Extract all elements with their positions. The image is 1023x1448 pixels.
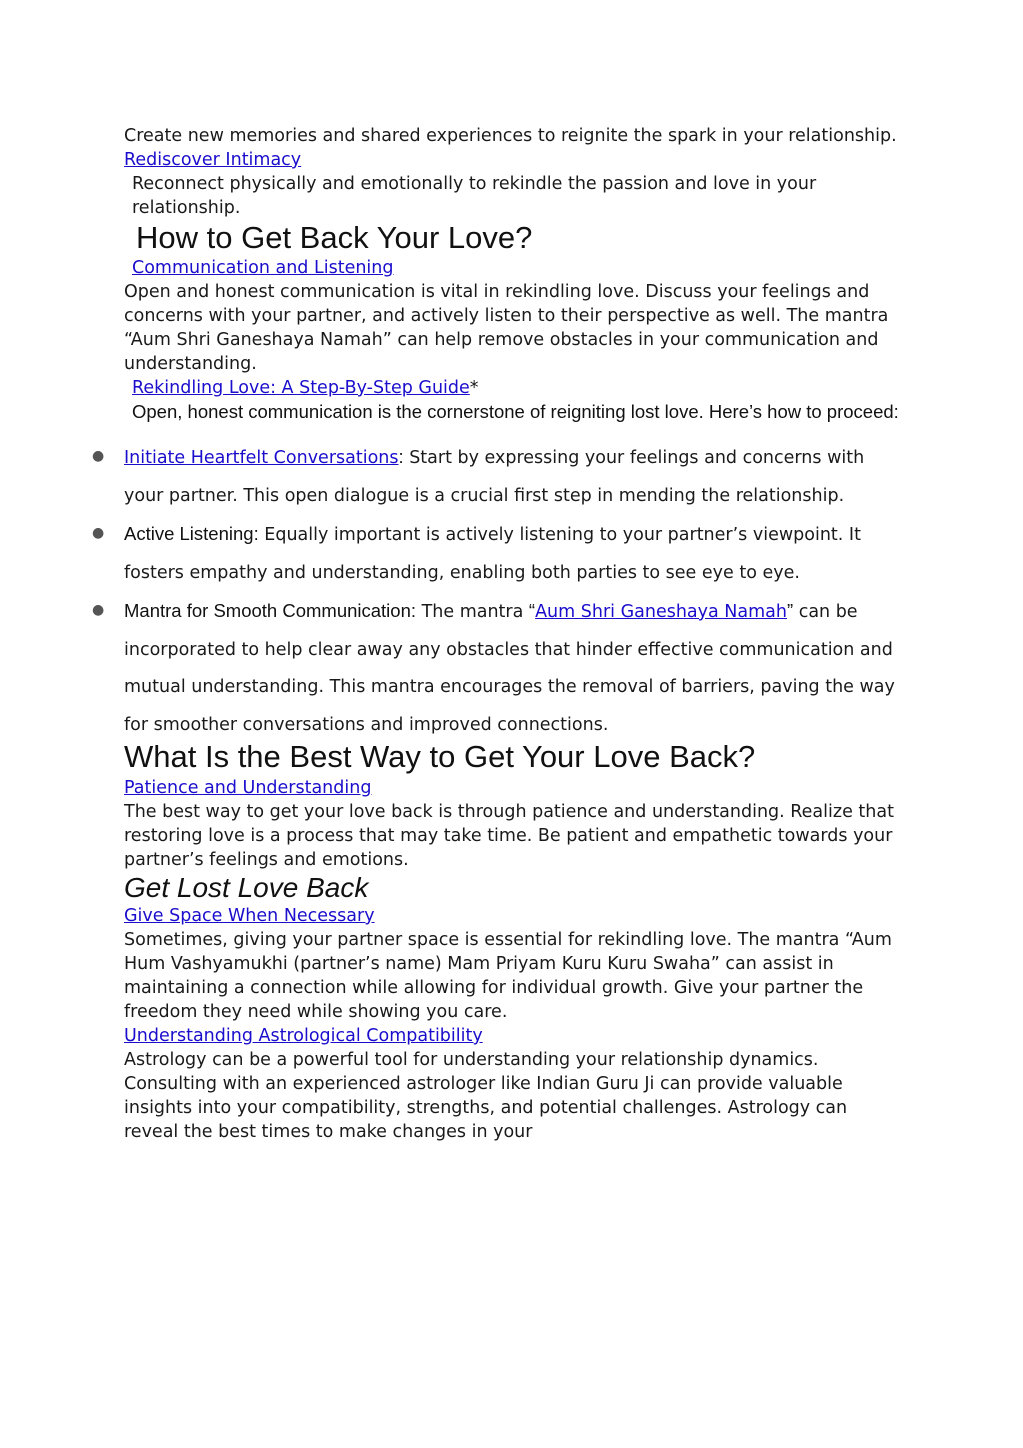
bullet-text-before: The mantra	[416, 602, 529, 622]
document-page	[92, 124, 904, 1144]
ganeshaya-mantra-link[interactable]: Aum Shri Ganeshaya Namah	[535, 602, 787, 622]
astrology-paragraph: Astrology can be a powerful tool for understanding your relationship dynamics. Consulting with an experienced astrologer like Indian Guru Ji can provide valuable insights into your compatibility, strengths, and potential challenges. Astrology can reveal the best times to make changes in your	[124, 1050, 848, 1142]
patience-paragraph: The best way to get your love back is through patience and understanding. Realize that restoring love is a process that may take time. Be patient and empathetic towards your partner’s feelings and emotions.	[124, 802, 894, 870]
bullet-lead: Mantra for Smooth Communication:	[124, 600, 417, 621]
intro-paragraph: Create new memories and shared experiences to reignite the spark in your relationship.	[124, 126, 897, 146]
bullet-text: Equally important is actively listening to your partner’s viewpoint. It fosters empathy and understanding, enabling both parties to see eye to eye.	[124, 525, 861, 583]
bullet-text: Start by expressing your feelings and concerns with your partner. This open dialogue is a crucial first step in mending the relationship.	[124, 448, 865, 506]
bullet-colon: :	[398, 446, 404, 467]
bullet-lead: Active Listening:	[124, 523, 259, 544]
quote-close: ”	[786, 600, 794, 621]
bullet-icon: ●	[92, 525, 105, 541]
give-space-paragraph: Sometimes, giving your partner space is essential for rekindling love. The mantra “Aum Hum Vashyamukhi (partner’s name) Mam Priyam Kuru Kuru Swaha” can assist in maintaining a connection while allowing for individual growth. Give your partner the freedom they need while showing you care.	[124, 930, 892, 1022]
guide-asterisk: *	[469, 378, 479, 398]
bullet-icon: ●	[92, 448, 105, 464]
rediscover-paragraph: Reconnect physically and emotionally to rekindle the passion and love in your relationship.	[132, 174, 817, 218]
communication-listening-link[interactable]: Communication and Listening	[132, 258, 394, 278]
give-space-link[interactable]: Give Space When Necessary	[124, 906, 375, 926]
astrological-compatibility-link[interactable]: Understanding Astrological Compatibility	[124, 1026, 483, 1046]
guide-link-line	[124, 376, 904, 400]
communication-paragraph: Open and honest communication is vital in rekindling love. Discuss your feelings and concerns with your partner, and actively listen to their perspective as well. The mantra “Aum Shri Ganeshaya Namah” can help remove obstacles in your communication and understanding.	[124, 282, 889, 374]
rediscover-intimacy-link-line	[124, 148, 904, 172]
patience-understanding-link[interactable]: Patience and Understanding	[124, 778, 372, 798]
rekindling-guide-link[interactable]: Rekindling Love: A Step-By-Step Guide	[132, 378, 470, 398]
patience-link-line	[124, 776, 904, 800]
bullet-icon: ●	[92, 602, 105, 618]
heartfelt-conversations-link[interactable]: Initiate Heartfelt Conversations	[124, 448, 399, 468]
list-item	[92, 438, 904, 515]
bullet-text-after: can be incorporated to help clear away any obstacles that hinder effective communication and mutual understanding. This mantra encourages the removal of barriers, paving the way for smoother conversations and improved connections.	[124, 602, 895, 735]
communication-link-line	[124, 256, 904, 280]
rediscover-intimacy-link[interactable]: Rediscover Intimacy	[124, 150, 302, 170]
astrology-link-line	[124, 1024, 904, 1048]
section-heading-best-way: What Is the Best Way to Get Your Love Back?	[124, 739, 756, 774]
section-heading-get-lost-love-back: Get Lost Love Back	[124, 872, 369, 903]
guide-intro-paragraph: Open, honest communication is the cornerstone of reigniting lost love. Here’s how to proceed:	[132, 401, 899, 422]
give-space-link-line	[124, 904, 904, 928]
proceed-steps-list	[92, 438, 904, 744]
section-heading-how-to-get-back: How to Get Back Your Love?	[136, 220, 533, 255]
list-item	[92, 592, 904, 744]
list-item	[92, 515, 904, 592]
quote-open: “	[528, 600, 536, 621]
